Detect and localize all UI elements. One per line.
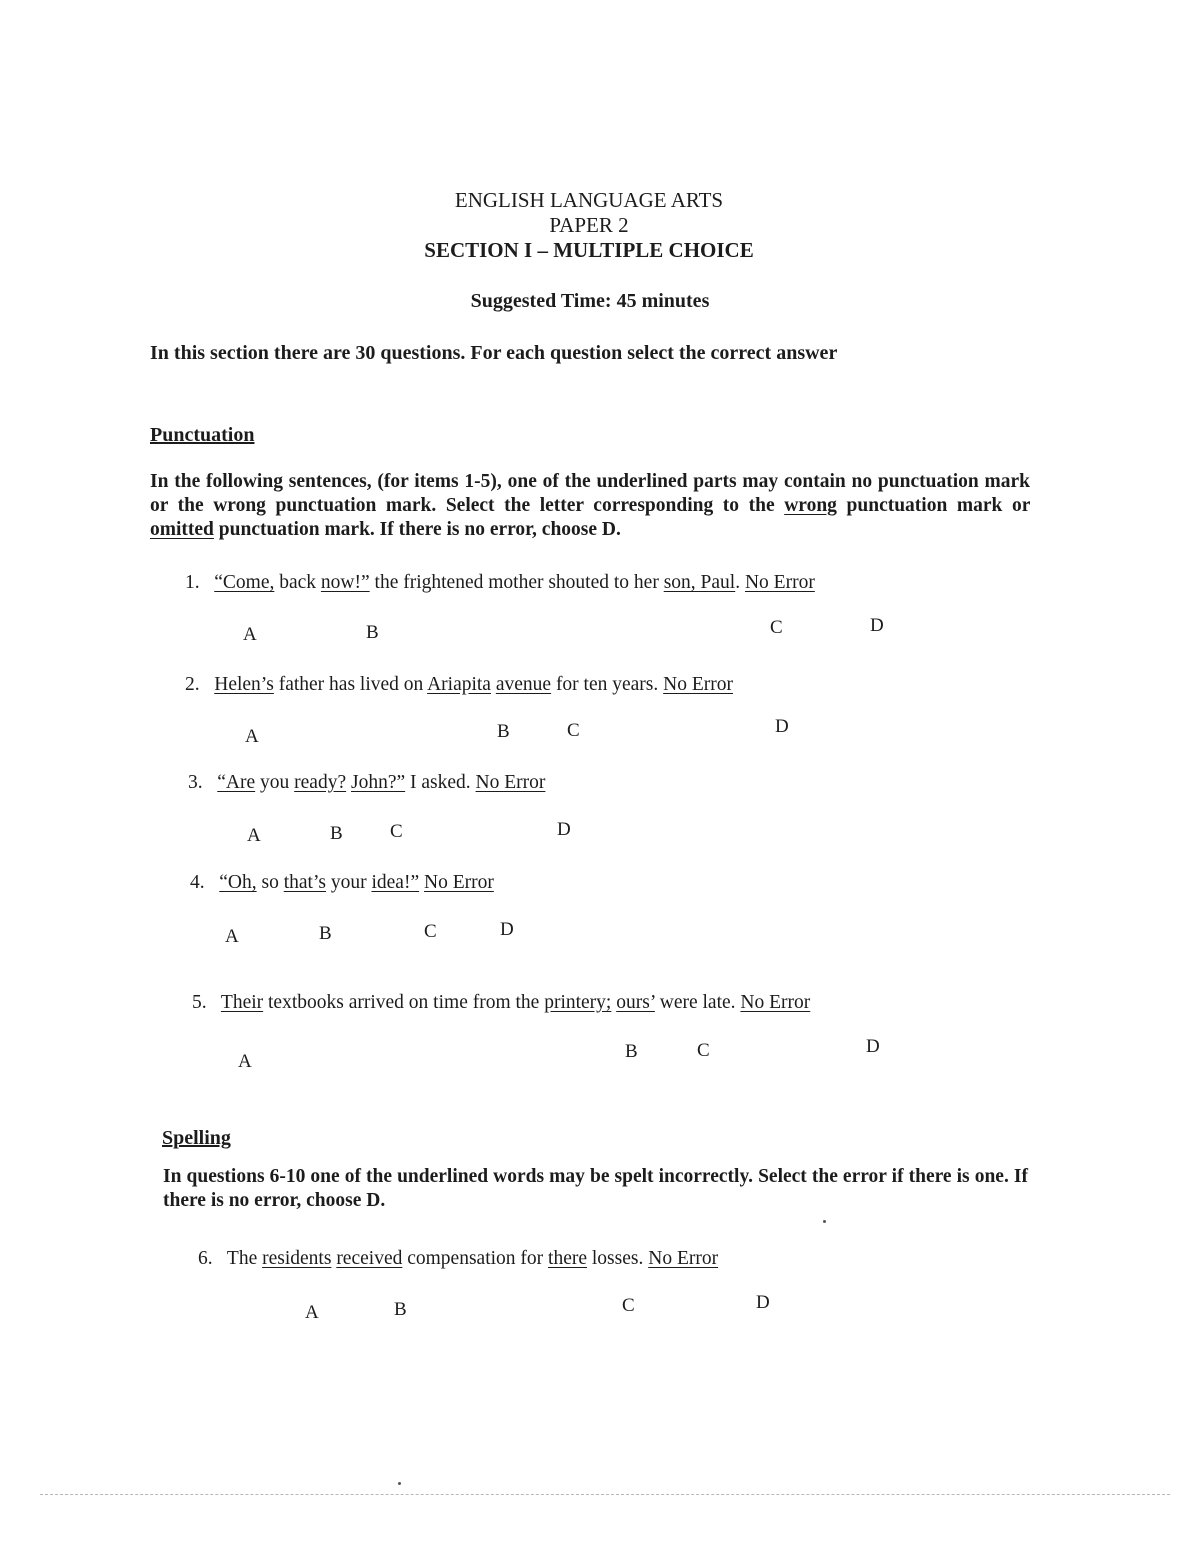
option-c-text: there	[548, 1248, 588, 1269]
scan-speck	[398, 1482, 401, 1485]
subject-title: ENGLISH LANGUAGE ARTS	[454, 188, 724, 212]
section-title: SECTION I – MULTIPLE CHOICE	[424, 238, 754, 262]
q1-letter-d: D	[870, 615, 884, 636]
q1-letter-a: A	[243, 624, 257, 645]
instr-omitted: omitted	[150, 519, 214, 540]
q1-letter-c: C	[770, 617, 783, 638]
punctuation-instructions	[150, 470, 1030, 542]
option-b-text: now!”	[320, 572, 370, 593]
sentence-text: you	[255, 772, 295, 793]
q6-letter-a: A	[305, 1302, 319, 1323]
option-b-text: printery;	[544, 992, 612, 1013]
option-d-text: No Error	[744, 572, 815, 593]
q4-letter-c: C	[424, 921, 437, 942]
q4-letter-a: A	[225, 926, 239, 947]
option-a-text: “Oh,	[219, 872, 257, 893]
option-b-text: received	[336, 1248, 403, 1269]
q6-letter-b: B	[394, 1299, 407, 1320]
q5-letter-d: D	[866, 1036, 880, 1057]
q2-letter-d: D	[775, 716, 789, 737]
question-number: 5.	[192, 992, 207, 1013]
question-number: 1.	[185, 572, 200, 593]
instr-wrong: wrong	[784, 495, 837, 516]
option-d-text: No Error	[648, 1248, 719, 1269]
question-number: 6.	[198, 1248, 213, 1269]
question-number: 4.	[190, 872, 205, 893]
option-a-text: “Are	[217, 772, 256, 793]
sentence-text: for ten years.	[551, 674, 664, 695]
sentence-text: .	[735, 572, 745, 593]
instr-text-c: punctuation mark. If there is no error, choose D.	[218, 519, 621, 540]
question-5	[192, 992, 810, 1014]
question-number: 3.	[188, 772, 203, 793]
section-intro: In this section there are 30 questions. For each question select the correct answer	[150, 342, 838, 364]
q6-letter-c: C	[622, 1295, 635, 1316]
q3-letter-a: A	[247, 825, 261, 846]
scan-speck	[823, 1220, 826, 1223]
sentence-text: I asked.	[405, 772, 476, 793]
exam-header	[0, 188, 1200, 263]
spelling-heading: Spelling	[162, 1127, 231, 1149]
q2-letter-c: C	[567, 720, 580, 741]
option-c-text: John?”	[350, 772, 406, 793]
instr-text-b: punctuation mark or	[846, 495, 1031, 516]
sentence-text: were late.	[654, 992, 741, 1013]
q5-letter-a: A	[238, 1051, 252, 1072]
option-c-text: son, Paul	[663, 572, 736, 593]
q6-letter-d: D	[756, 1292, 770, 1313]
option-d-text: No Error	[740, 992, 811, 1013]
q4-letter-b: B	[319, 923, 332, 944]
instr-text-a: In the following sentences, (for items 1-5), one of the underlined parts may contain no punctuation mark or the wrong punctuation mark. Select the letter corresponding to the	[150, 471, 1030, 516]
spelling-instructions: In questions 6-10 one of the underlined words may be spelt incorrectly. Select the error if there is one. If there is no error, choose D.	[163, 1166, 1028, 1211]
sentence-text: The	[226, 1248, 263, 1269]
sentence-text: textbooks arrived on time from the	[263, 992, 545, 1013]
option-b-text: that’s	[283, 872, 326, 893]
q3-letter-d: D	[557, 819, 571, 840]
q2-letter-b: B	[497, 721, 510, 742]
question-number: 2.	[185, 674, 200, 695]
sentence-text: the frightened mother shouted to her	[369, 572, 664, 593]
option-b-text: ready?	[294, 772, 347, 793]
sentence-text: back	[274, 572, 321, 593]
sentence-text: compensation for	[402, 1248, 549, 1269]
option-b-text: Ariapita	[427, 674, 491, 695]
q3-letter-c: C	[390, 821, 403, 842]
question-6	[198, 1248, 718, 1270]
q4-letter-d: D	[500, 919, 514, 940]
option-d-text: No Error	[475, 772, 546, 793]
q3-letter-b: B	[330, 823, 343, 844]
punctuation-heading: Punctuation	[150, 424, 255, 446]
option-c-text: ours’	[616, 992, 655, 1013]
suggested-time: Suggested Time: 45 minutes	[470, 290, 710, 312]
q2-letter-a: A	[245, 726, 259, 747]
option-d-text: No Error	[423, 872, 494, 893]
question-1	[185, 572, 815, 594]
option-a-text: Their	[220, 992, 264, 1013]
option-a-text: “Come,	[214, 572, 275, 593]
question-3	[188, 772, 545, 794]
question-2	[185, 674, 733, 696]
sentence-text: your	[325, 872, 372, 893]
option-a-text: residents	[262, 1248, 332, 1269]
q5-letter-c: C	[697, 1040, 710, 1061]
paper-title: PAPER 2	[549, 213, 629, 237]
option-d-text: No Error	[663, 674, 733, 695]
sentence-text: father has lived on	[273, 674, 428, 695]
q1-letter-b: B	[366, 622, 379, 643]
scan-edge-line	[40, 1494, 1170, 1495]
question-4	[190, 872, 494, 894]
q5-letter-b: B	[625, 1041, 638, 1062]
option-c-text: idea!”	[371, 872, 420, 893]
option-c-text: avenue	[495, 674, 552, 695]
sentence-text: losses.	[587, 1248, 649, 1269]
sentence-text: so	[256, 872, 284, 893]
option-a-text: Helen’s	[214, 674, 274, 695]
